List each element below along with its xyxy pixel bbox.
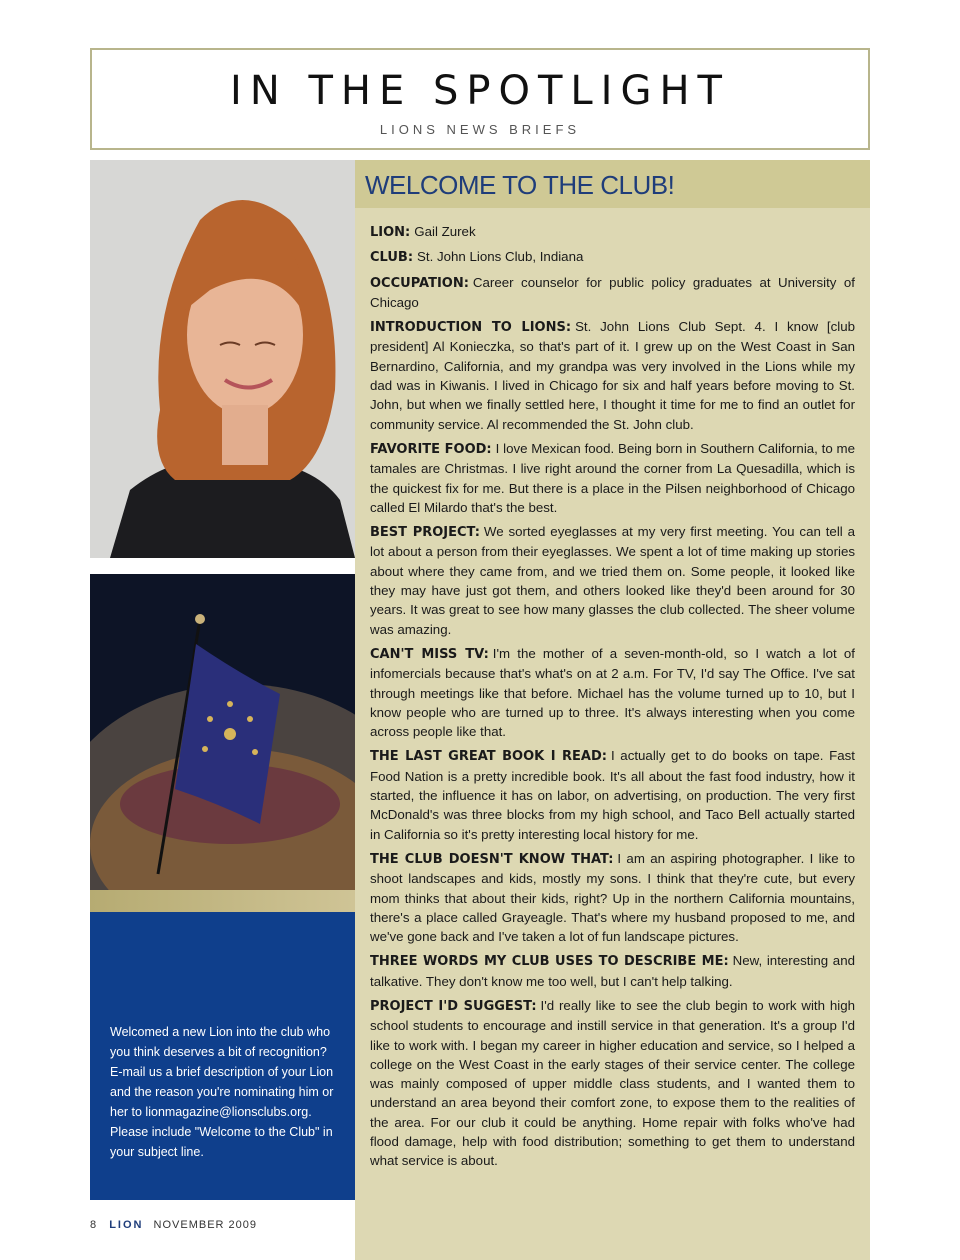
page-number: 8 (90, 1219, 98, 1231)
entry-text: I am an aspiring photographer. I like to shoot landscapes and kids, mostly my sons. I think that they're cute, but every mom thinks that about their kids, right? Up in the northern California mountains, there's a place called Grayeagle. That's where my husband proposed to me, and we've gone back and I've taken a lot of fun landscape pictures. (370, 850, 856, 945)
article-heading-bar (355, 160, 870, 208)
nomination-note: Welcomed a new Lion into the club who you think deserves a bit of recognition? E-mail us a brief description of your Lion and the reason you're nominating him or her to lionmagazine@lionsclubs.org. Please include "Welcome to the Club" in your subject line. (110, 1025, 334, 1159)
section-title: IN THE SPOTLIGHT (230, 68, 730, 114)
indiana-flag-illustration (90, 574, 355, 890)
entry-text: I actually get to do books on tape. Fast Food Nation is a pretty incredible book. It's all about the fast food industry, how it started, the influence it has on labor, on advertising, on production. The very first McDonald's was three blocks from my high school, and Taco Bell actually started in California so it's pretty interesting local history for me. (370, 748, 855, 842)
magazine-brand: LION (109, 1219, 144, 1231)
entry-introduction (370, 317, 855, 434)
portrait-illustration (90, 160, 355, 558)
entry-label: FAVORITE FOOD: (370, 441, 492, 457)
entry-label: CLUB: (370, 250, 414, 266)
gold-band (90, 890, 355, 912)
entry-cant-miss-tv (370, 644, 855, 741)
page-footer (90, 1219, 257, 1231)
indiana-flag-photo (90, 574, 355, 890)
left-column (90, 160, 355, 1200)
entry-text: Gail Zurek (414, 224, 476, 239)
section-subtitle: LIONS NEWS BRIEFS (379, 122, 581, 137)
entry-label: THREE WORDS MY CLUB USES TO DESCRIBE ME: (370, 954, 729, 970)
article-body (355, 208, 870, 1171)
entry-label: INTRODUCTION TO LIONS: (370, 320, 572, 336)
entry-label: PROJECT I'D SUGGEST: (370, 998, 537, 1014)
portrait-photo (90, 160, 355, 558)
entry-club-doesnt-know (370, 849, 855, 946)
entry-text: St. John Lions Club, Indiana (417, 249, 584, 265)
entry-text: I love Mexican food. Being born in Southern California, to me tamales are Christmas. I live right around the corner from La Quesadilla, which is the quickest fix for me. But there is a place in the Pilsen neighborhood of Chicago called El Milardo that's the best. (370, 440, 855, 515)
entry-label: BEST PROJECT: (370, 525, 480, 541)
entry-club (370, 247, 855, 267)
entry-lion (370, 222, 855, 242)
issue-date: NOVEMBER 2009 (153, 1219, 258, 1231)
entry-label: LION: (370, 225, 411, 240)
article-title: WELCOME TO THE CLUB! (365, 170, 675, 200)
entry-best-project (370, 522, 855, 639)
spotlight-header (90, 48, 870, 150)
entry-text: Career counselor for public policy graduates at University of Chicago (370, 274, 855, 310)
entry-text: I'm the mother of a seven-month-old, so I watch a lot of infomercials because that's what's on at 2 a.m. For TV, I'd say The Office. I've sat through meetings like that before. Michael has the volume turned up to 10, but I know people who are turned up to three. It's always interesting when you come across people like that. (370, 645, 855, 740)
entry-occupation (370, 273, 855, 313)
article-panel (355, 160, 870, 1260)
entry-project-suggest (370, 996, 855, 1171)
entry-text: I'd really like to see the club begin to work with high school students to encourage and instill service in that generation. It's a group I'd like to work with. I began my career in higher education and service, so I helped a college on the West Coast in the early stages of their service center. The college was mainly composed of upper middle class students, and I wanted them to understand an area beyond their comfort zone, to expose them to the realities of the area. For our club it could be anything. Home repair with folks who've had flood damage, help with food distribution; something to get them to understand what service is about. (370, 997, 855, 1169)
entry-label: OCCUPATION: (370, 275, 469, 291)
photo-divider (90, 558, 355, 574)
entry-three-words (370, 951, 855, 991)
entry-last-book (370, 746, 855, 843)
entry-favorite-food (370, 439, 855, 517)
entry-label: THE LAST GREAT BOOK I READ: (370, 749, 607, 765)
entry-text: St. John Lions Club Sept. 4. I know [club president] Al Konieczka, so that's part of it. I grew up on the West Coast in San Bernardino, California, and my grandpa was very involved in the Lions while my dad was in Kiwanis. I lived in Chicago for six and half years before moving to St. John, but when we finally settled here, I thought it time for me to find an outlet for community service. Al recommended the St. John club. (370, 319, 855, 432)
entry-label: THE CLUB DOESN'T KNOW THAT: (370, 851, 614, 867)
entry-text: New, interesting and talkative. They don't know me too well, but I can't help talking. (370, 953, 855, 989)
entry-label: CAN'T MISS TV: (370, 646, 489, 662)
entry-text: We sorted eyeglasses at my very first meeting. You can tell a lot about a person from their eyeglasses. We spent a lot of time making up stories about where they came from, and we tried them on. Some people, it looked like they may have just got them, and others looked like they'd been around for 30 years. It was great to see how many glasses the club collected. The sheer volume was amazing. (370, 524, 855, 637)
